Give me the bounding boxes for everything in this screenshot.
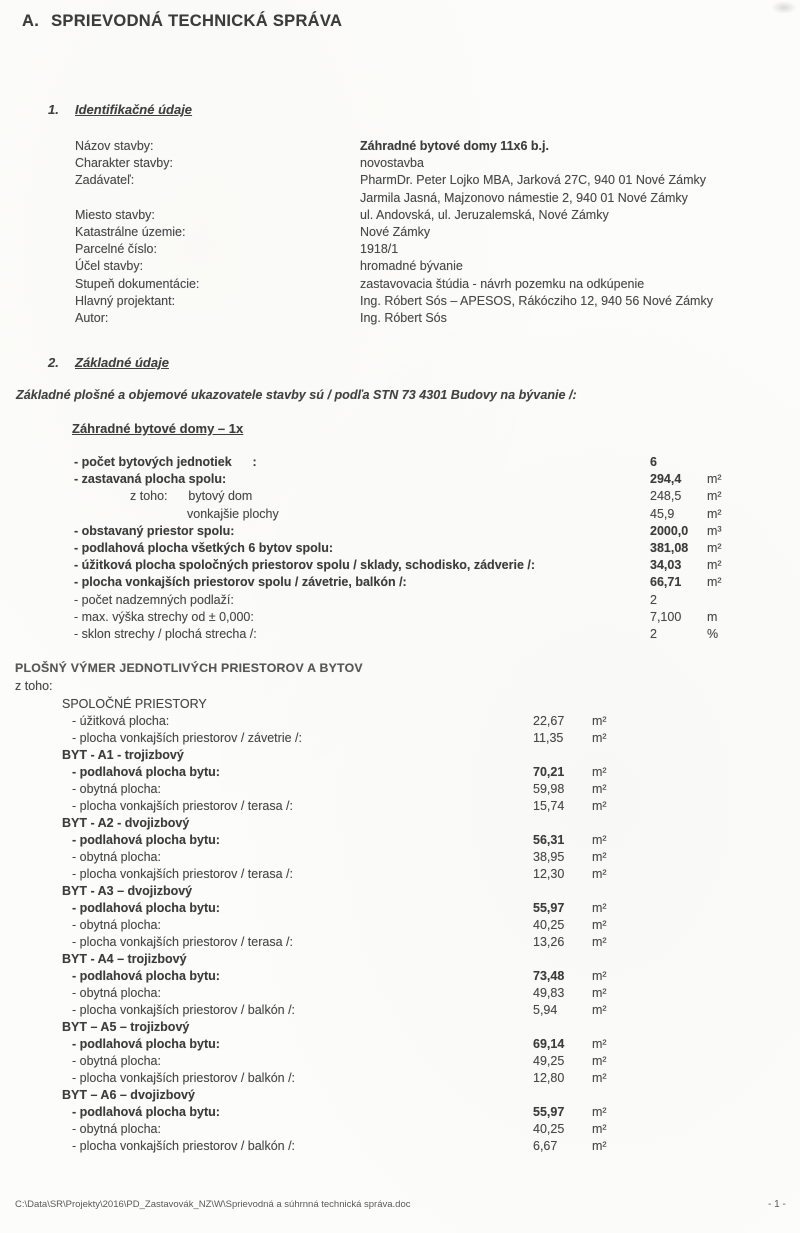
area-row-value: 55,97 [533,1105,565,1119]
document-title-prefix: A. [22,12,40,30]
area-row-value: 5,94 [533,1003,558,1017]
area-row-value: 40,25 [533,918,565,932]
area-group-title: BYT - A4 – trojizbový [62,952,187,966]
area-row-label: - podlahová plocha bytu: [72,833,220,847]
indicator-value: 66,71 [650,575,682,590]
area-row-label: - obytná plocha: [72,986,161,1000]
indicator-value: 294,4 [650,472,682,487]
area-row-unit: m² [592,918,607,932]
area-row-value: 56,31 [533,833,565,847]
indicator-value: 2 [650,626,657,641]
indicator-value: 7,100 [650,609,682,624]
indicator-label: - podlahová plocha všetkých 6 bytov spolu: [74,540,334,555]
area-row-unit: m² [592,731,607,745]
identification-row [75,294,785,311]
indicator-unit: m [707,609,718,624]
area-row-label: - plocha vonkajších priestorov / terasa /: [72,867,293,881]
indicator-label: - počet nadzemných podlaží: [74,592,234,607]
area-row-value: 49,83 [533,986,565,1000]
section-1-title: Identifikačné údaje [75,102,193,117]
identification-row [75,208,785,225]
area-row [62,850,762,867]
indicator-row [74,593,784,610]
area-row-value: 12,80 [533,1071,565,1085]
area-row-value: 6,67 [533,1139,558,1153]
indicator-value: 34,03 [650,558,682,573]
area-row [62,765,762,782]
indicator-value: 381,08 [650,540,689,555]
section-2-heading [48,355,169,370]
area-group [62,884,762,952]
area-row-value: 15,74 [533,799,565,813]
field-label: Miesto stavby: [75,207,155,222]
area-row-unit: m² [592,986,607,1000]
indicator-label: vonkajšie plochy [187,506,279,521]
section-2-number: 2. [48,355,59,370]
field-label [75,191,360,208]
area-group-title: BYT – A6 – dvojizbový [62,1088,195,1102]
area-row [62,1105,762,1122]
area-row-label: - obytná plocha: [72,918,161,932]
area-row-value: 59,98 [533,782,565,796]
indicator-row [74,558,784,575]
indicator-rows [74,455,784,644]
area-row-label: - podlahová plocha bytu: [72,901,220,915]
identification-row [75,277,785,294]
identification-row [75,191,785,208]
area-row [62,1054,762,1071]
indicator-value: 2 [650,592,657,607]
area-row-value: 40,25 [533,1122,565,1136]
area-row-unit: m² [592,969,607,983]
area-row-unit: m² [592,1105,607,1119]
area-row-unit: m² [592,765,607,779]
field-value: Ing. Róbert Sós – APESOS, Rákócziho 12, 940 56 Nové Zámky [360,293,713,308]
area-section-subheading: z toho: [15,679,53,693]
area-row-unit: m² [592,935,607,949]
indicator-row [74,472,784,489]
field-label: Zadávateľ: [75,173,135,188]
field-value: zastavovacia štúdia - návrh pozemku na odkúpenie [360,276,645,291]
scan-artifact [771,1,797,14]
area-row-unit: m² [592,867,607,881]
field-value: Záhradné bytové domy 11x6 b.j. [360,139,549,153]
area-row-label: - plocha vonkajších priestorov / balkón /: [72,1139,296,1153]
area-row-value: 73,48 [533,969,565,983]
field-label: Účel stavby: [75,259,144,274]
indicator-value: 45,9 [650,506,675,521]
area-row-value: 69,14 [533,1037,565,1051]
area-row [62,833,762,850]
area-row [62,731,762,748]
identification-row [75,225,785,242]
area-row-unit: m² [592,1003,607,1017]
area-row-label: - plocha vonkajších priestorov / terasa /: [72,799,293,813]
area-group [62,816,762,884]
field-value: Ing. Róbert Sós [360,310,447,325]
area-row [62,1139,762,1156]
section-1-number: 1. [48,102,59,117]
area-row [62,1122,762,1139]
area-row-label: - plocha vonkajších priestorov / balkón /: [72,1003,296,1017]
indicator-value: 6 [650,455,657,469]
field-value: ul. Andovská, ul. Jeruzalemská, Nové Zámky [360,207,609,222]
field-label: Autor: [75,310,109,325]
indicator-unit: m² [707,506,722,521]
area-row [62,714,762,731]
indicator-unit: m² [707,575,722,590]
identification-row [75,173,785,190]
area-row-label: - podlahová plocha bytu: [72,1105,220,1119]
area-row-label: - podlahová plocha bytu: [72,1037,220,1051]
area-group-title: BYT - A3 – dvojizbový [62,884,193,898]
indicator-label: - max. výška strechy od ± 0,000: [74,609,254,624]
area-row-value: 12,30 [533,867,565,881]
indicator-label: - počet bytových jednotiek : [74,455,257,469]
section-1-heading [48,102,192,117]
area-row-value: 22,67 [533,714,565,728]
indicator-row [74,524,784,541]
footer-page-number: - 1 - [768,1199,786,1210]
area-row-label: - obytná plocha: [72,782,161,796]
indicator-label: - plocha vonkajších priestorov spolu / závetrie, balkón /: [74,575,407,590]
field-label: Hlavný projektant: [75,293,176,308]
area-row-value: 49,25 [533,1054,565,1068]
field-value: 1918/1 [360,242,399,257]
area-row-unit: m² [592,1037,607,1051]
area-row-label: - plocha vonkajších priestorov / terasa /: [72,935,293,949]
identification-row [75,311,785,328]
field-value: PharmDr. Peter Lojko MBA, Jarková 27C, 940 01 Nové Zámky [360,173,706,188]
field-value: hromadné bývanie [360,259,463,274]
section-2-intro: Základné plošné a objemové ukazovatele stavby sú / podľa STN 73 4301 Budovy na bývanie /: [16,388,577,402]
area-row-value: 55,97 [533,901,565,915]
indicator-row [74,489,784,506]
indicator-unit: m² [707,540,722,555]
area-row [62,901,762,918]
indicator-row [74,541,784,558]
area-group [62,748,762,816]
area-row-label: - plocha vonkajších priestorov / závetrie /: [72,731,302,745]
indicator-row [74,575,784,592]
area-group-title: BYT – A5 – trojizbový [62,1020,190,1034]
field-label: Charakter stavby: [75,156,173,171]
area-group-title: SPOLOČNÉ PRIESTORY [62,697,207,711]
identification-rows [75,139,785,328]
indicator-label: z toho: bytový dom [130,489,253,504]
area-row [62,782,762,799]
area-group [62,1088,762,1156]
area-group [62,1020,762,1088]
indicator-value: 2000,0 [650,523,689,538]
area-row [62,799,762,816]
area-section-heading: PLOŠNÝ VÝMER JEDNOTLIVÝCH PRIESTOROV A BYTOV [15,661,363,675]
identification-row [75,139,785,156]
area-row [62,935,762,952]
area-row [62,1071,762,1088]
area-row-value: 13,26 [533,935,565,949]
field-label: Názov stavby: [75,139,154,153]
area-row [62,867,762,884]
area-row-label: - podlahová plocha bytu: [72,765,220,779]
identification-row [75,156,785,173]
identification-row [75,242,785,259]
area-row-unit: m² [592,714,607,728]
indicator-value: 248,5 [650,489,682,504]
area-row-value: 38,95 [533,850,565,864]
area-row [62,969,762,986]
area-row-unit: m² [592,799,607,813]
area-row-label: - obytná plocha: [72,850,161,864]
field-value: novostavba [360,156,424,171]
area-row-unit: m² [592,1139,607,1153]
area-groups [62,697,762,1156]
field-label: Parcelné číslo: [75,242,157,257]
area-row-label: - podlahová plocha bytu: [72,969,220,983]
field-value: Jarmila Jasná, Majzonovo námestie 2, 940 01 Nové Zámky [360,190,688,205]
indicator-unit: m² [707,489,722,504]
field-label: Stupeň dokumentácie: [75,276,200,291]
indicator-row [74,455,784,472]
area-group-title: BYT - A1 - trojizbový [62,748,184,762]
area-row-label: - úžitková plocha: [72,714,170,728]
indicator-unit: % [707,626,719,641]
section-2-title: Základné údaje [75,355,169,370]
area-row-unit: m² [592,850,607,864]
area-row [62,1003,762,1020]
area-group [62,697,762,748]
area-row-unit: m² [592,1122,607,1136]
area-group [62,952,762,1020]
indicator-unit: m² [707,558,722,573]
area-row-label: - obytná plocha: [72,1054,161,1068]
area-row-unit: m² [592,1054,607,1068]
area-group-title: BYT - A2 - dvojizbový [62,816,190,830]
area-row-label: - obytná plocha: [72,1122,161,1136]
indicator-unit: m³ [707,523,722,538]
area-row-unit: m² [592,901,607,915]
area-row-unit: m² [592,833,607,847]
field-label: Katastrálne územie: [75,224,186,239]
area-row [62,918,762,935]
indicator-row [74,507,784,524]
document-title [22,12,342,31]
area-row-value: 70,21 [533,765,565,779]
indicator-unit: m² [707,472,722,487]
area-row-unit: m² [592,782,607,796]
area-row-unit: m² [592,1071,607,1085]
indicator-label: - zastavaná plocha spolu: [74,472,227,487]
document-title-text: SPRIEVODNÁ TECHNICKÁ SPRÁVA [51,12,343,30]
footer-file-path: C:\Data\SR\Projekty\2016\PD_Zastavovák_NZ\W\Sprievodná a súhrnná technická správa.doc [15,1199,411,1210]
area-row [62,986,762,1003]
field-value: Nové Zámky [360,224,431,239]
indicator-label: - obstavaný priestor spolu: [74,523,235,538]
area-row-value: 11,35 [533,731,564,745]
section-2-subheading: Záhradné bytové domy – 1x [72,421,244,436]
indicator-row [74,627,784,644]
indicator-label: - úžitková plocha spoločných priestorov spolu / sklady, schodisko, zádverie /: [74,558,535,573]
area-row-label: - plocha vonkajších priestorov / balkón /: [72,1071,296,1085]
indicator-label: - sklon strechy / plochá strecha /: [74,626,257,641]
identification-row [75,259,785,276]
area-row [62,1037,762,1054]
indicator-row [74,610,784,627]
